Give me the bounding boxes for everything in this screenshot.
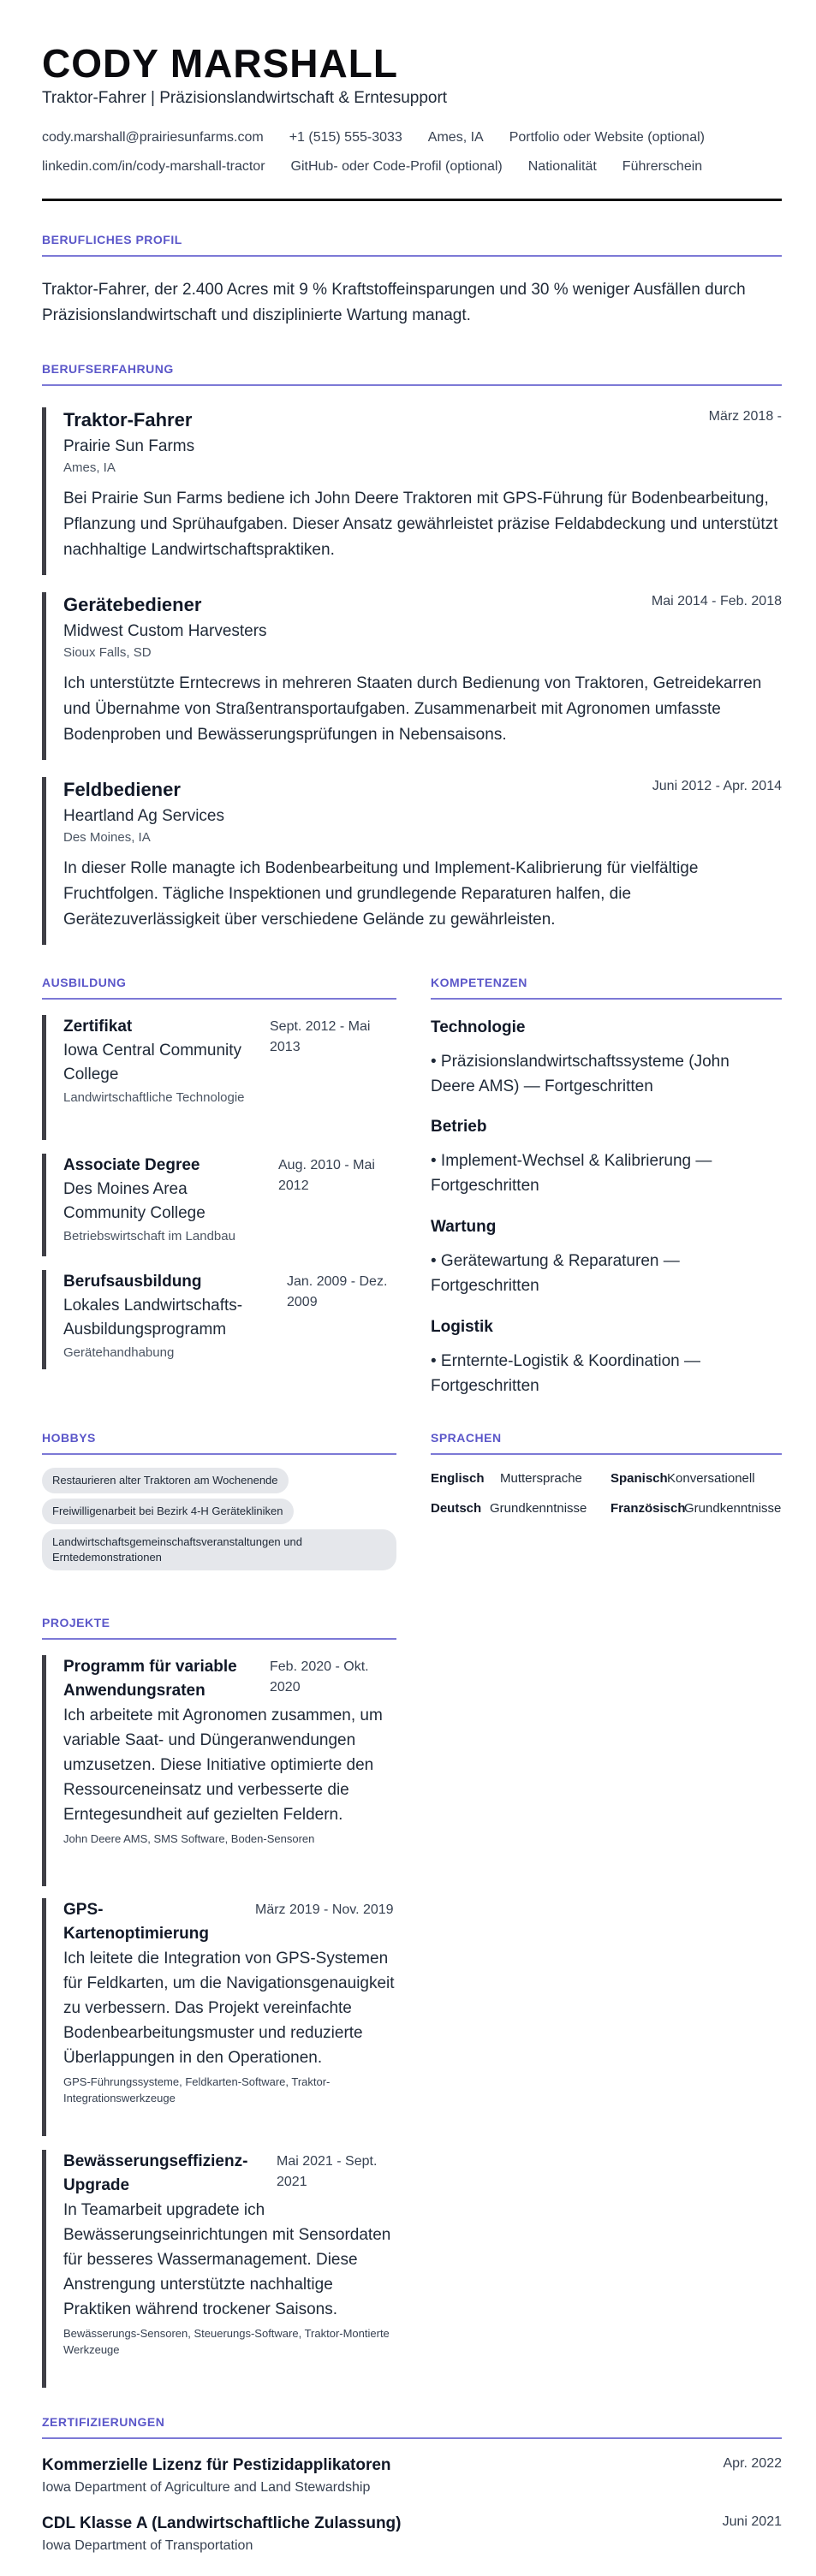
profile-summary: Traktor-Fahrer, der 2.400 Acres mit 9 % Kraftstoffeinsparungen und 30 % weniger Ausfällen durch Präzisionslandwirtschaft und disziplinierte Wartung managt.: [42, 281, 746, 324]
experience-description: Bei Prairie Sun Farms bediene ich John Deere Traktoren mit GPS-Führung für Bodenbearbeitung, Pflanzung und Sprühaufgaben. Dieser Ansatz gewährleistet präzise Feldabdeckung und unterstützt nachhaltige Landwirtschaftspraktiken.: [63, 490, 778, 559]
certification-date: Juni 2021: [722, 2514, 782, 2529]
education-school: Lokales Landwirtschafts-Ausbildungsprogramm: [63, 1297, 243, 1338]
project-name: GPS-Kartenoptimierung: [63, 1901, 209, 1943]
certification-issuer: Iowa Department of Transportation: [42, 2538, 253, 2553]
experience-description: Ich unterstützte Erntecrews in mehreren Staaten durch Bedienung von Traktoren, Getreidekarren und Übernahme von Straßentransportaufgaben. Zusammenarbeit mit Agronomen umfasste Bodenproben und Bewässerungsprüfungen in Nebensaisons.: [63, 674, 762, 744]
contact-github[interactable]: GitHub- oder Code-Profil (optional): [290, 159, 503, 174]
section-rule-projects: [42, 1638, 396, 1640]
education-entry: [42, 1270, 396, 1369]
certification-name: Kommerzielle Lizenz für Pestizidapplikatoren: [42, 2456, 391, 2474]
skill-category: Betrieb: [431, 1118, 487, 1136]
project-description: Ich leitete die Integration von GPS-Systemen für Feldkarten, um die Navigationsgenauigkeit zu verbessern. Das Projekt vereinfachte Bodenbearbeitungsmuster und reduzierte Überlappungen in den Operationen.: [63, 1950, 395, 2067]
project-tech: John Deere AMS, SMS Software, Boden-Sensoren: [63, 1832, 315, 1845]
skill-item: • Präzisionslandwirtschaftssysteme (John Deere AMS) — Fortgeschritten: [431, 1053, 730, 1095]
education-school: Des Moines Area Community College: [63, 1180, 205, 1222]
experience-entry: [42, 777, 782, 945]
education-field: Gerätehandhabung: [63, 1345, 175, 1360]
project-entry: [42, 1655, 396, 1886]
project-entry: [42, 1898, 396, 2136]
project-description: In Teamarbeit upgradete ich Bewässerungseinrichtungen mit Sensordaten für besseres Wassermanagement. Diese Anstrengung unterstützte nachhaltige Praktiken während trockener Saisons.: [63, 2201, 391, 2318]
project-description: Ich arbeitete mit Agronomen zusammen, um variable Saat- und Düngeranwendungen umzusetzen. Diese Initiative optimierte den Ressourceneinsatz und verbesserte die Erntegesundheit auf gezielten Feldern.: [63, 1706, 383, 1824]
education-date: Aug. 2010 - Mai 2012: [278, 1158, 375, 1193]
experience-company: Heartland Ag Services: [63, 807, 224, 825]
education-field: Landwirtschaftliche Technologie: [63, 1090, 245, 1105]
skill-item: • Implement-Wechsel & Kalibrierung — Fortgeschritten: [431, 1152, 712, 1195]
section-title-hobbies: HOBBYS: [42, 1431, 96, 1445]
section-title-experience: BERUFSERFAHRUNG: [42, 362, 174, 376]
header-divider: [42, 199, 782, 201]
section-rule-hobbies: [42, 1453, 396, 1455]
language-level: Muttersprache: [500, 1471, 582, 1486]
section-title-profile: BERUFLICHES PROFIL: [42, 233, 182, 246]
education-school: Iowa Central Community College: [63, 1042, 242, 1083]
certification-date: Apr. 2022: [723, 2456, 782, 2471]
skill-category: Technologie: [431, 1018, 526, 1036]
hobby-tag: Freiwilligenarbeit bei Bezirk 4-H Gerätekliniken: [42, 1499, 294, 1524]
contact-nationality: Nationalität: [527, 159, 597, 174]
experience-location: Ames, IA: [63, 460, 116, 475]
candidate-name: CODY MARSHALL: [42, 41, 398, 86]
certification-name: CDL Klasse A (Landwirtschaftliche Zulassung): [42, 2514, 402, 2532]
education-degree: Zertifikat: [63, 1018, 133, 1036]
education-date: Sept. 2012 - Mai 2013: [270, 1019, 371, 1054]
project-date: Feb. 2020 - Okt. 2020: [270, 1659, 369, 1695]
contact-phone[interactable]: +1 (515) 555-3033: [289, 130, 402, 145]
language-level: Konversationell: [667, 1471, 755, 1486]
experience-date: Juni 2012 - Apr. 2014: [652, 779, 782, 793]
section-rule-languages: [431, 1453, 782, 1455]
section-rule-experience: [42, 384, 782, 386]
project-tech: Bewässerungs-Sensoren, Steuerungs-Software, Traktor-Montierte Werkzeuge: [63, 2327, 390, 2356]
contact-license: Führerschein: [622, 159, 703, 174]
experience-entry: [42, 592, 782, 760]
experience-company: Prairie Sun Farms: [63, 437, 195, 455]
section-title-education: AUSBILDUNG: [42, 976, 127, 989]
language-item: [611, 1501, 686, 1516]
contact-location: Ames, IA: [427, 130, 484, 145]
education-degree: Associate Degree: [63, 1156, 200, 1174]
language-level: Grundkenntnisse: [490, 1501, 587, 1516]
contact-row-2: [42, 159, 728, 175]
experience-company: Midwest Custom Harvesters: [63, 622, 267, 640]
section-title-skills: KOMPETENZEN: [431, 976, 527, 989]
education-entry: [42, 1015, 396, 1140]
experience-entry: [42, 407, 782, 575]
section-rule-profile: [42, 255, 782, 257]
skill-item: • Gerätewartung & Reparaturen — Fortgeschritten: [431, 1252, 680, 1295]
hobby-tag: Landwirtschaftsgemeinschaftsveranstaltungen und Erntedemonstrationen: [42, 1529, 396, 1570]
experience-role: Traktor-Fahrer: [63, 409, 193, 430]
experience-date: März 2018 -: [708, 409, 782, 424]
language-name: Französisch: [611, 1501, 686, 1516]
language-name: Englisch: [431, 1471, 485, 1486]
experience-role: Gerätebediener: [63, 594, 202, 615]
experience-date: Mai 2014 - Feb. 2018: [651, 594, 782, 608]
project-date: März 2019 - Nov. 2019: [255, 1902, 394, 1917]
project-date: Mai 2021 - Sept. 2021: [277, 2154, 378, 2189]
section-title-certifications: ZERTIFIZIERUNGEN: [42, 2415, 165, 2429]
education-date: Jan. 2009 - Dez. 2009: [287, 1274, 388, 1309]
skill-item: • Ernternte-Logistik & Koordination — Fortgeschritten: [431, 1352, 701, 1395]
section-title-languages: SPRACHEN: [431, 1431, 502, 1445]
contact-linkedin[interactable]: linkedin.com/in/cody-marshall-tractor: [42, 159, 265, 174]
education-degree: Berufsausbildung: [63, 1273, 202, 1291]
language-item: [431, 1471, 485, 1486]
contact-row-1: [42, 130, 730, 145]
skill-category: Logistik: [431, 1318, 493, 1336]
section-rule-education: [42, 998, 396, 1000]
experience-location: Sioux Falls, SD: [63, 645, 152, 660]
project-name: Bewässerungseffizienz-Upgrade: [63, 2152, 248, 2194]
contact-email[interactable]: cody.marshall@prairiesunfarms.com: [42, 130, 264, 145]
section-title-projects: PROJEKTE: [42, 1616, 110, 1629]
contact-portfolio[interactable]: Portfolio oder Website (optional): [509, 130, 705, 145]
experience-role: Feldbediener: [63, 779, 181, 800]
language-item: [431, 1501, 481, 1516]
candidate-headline: Traktor-Fahrer | Präzisionslandwirtschaft & Erntesupport: [42, 89, 448, 107]
certification-issuer: Iowa Department of Agriculture and Land Stewardship: [42, 2480, 371, 2495]
education-entry: [42, 1154, 396, 1256]
skill-category: Wartung: [431, 1218, 497, 1236]
project-entry: [42, 2150, 396, 2388]
section-rule-certifications: [42, 2437, 782, 2439]
language-name: Spanisch: [611, 1471, 668, 1486]
project-tech: GPS-Führungssysteme, Feldkarten-Software, Traktor-Integrationswerkzeuge: [63, 2075, 331, 2104]
education-field: Betriebswirtschaft im Landbau: [63, 1229, 235, 1243]
experience-description: In dieser Rolle managte ich Bodenbearbeitung und Implement-Kalibrierung für vielfältige Fruchtfolgen. Tägliche Inspektionen und grundlegende Reparaturen halfen, die Gerätezuverlässigkeit über verschiedene Gelände zu gewährleisten.: [63, 859, 699, 929]
experience-location: Des Moines, IA: [63, 830, 151, 845]
language-name: Deutsch: [431, 1501, 482, 1516]
language-item: [611, 1471, 668, 1486]
project-name: Programm für variable Anwendungsraten: [63, 1658, 237, 1700]
language-level: Grundkenntnisse: [684, 1501, 782, 1516]
hobby-tag: Restaurieren alter Traktoren am Wochenende: [42, 1468, 289, 1493]
section-rule-skills: [431, 998, 782, 1000]
